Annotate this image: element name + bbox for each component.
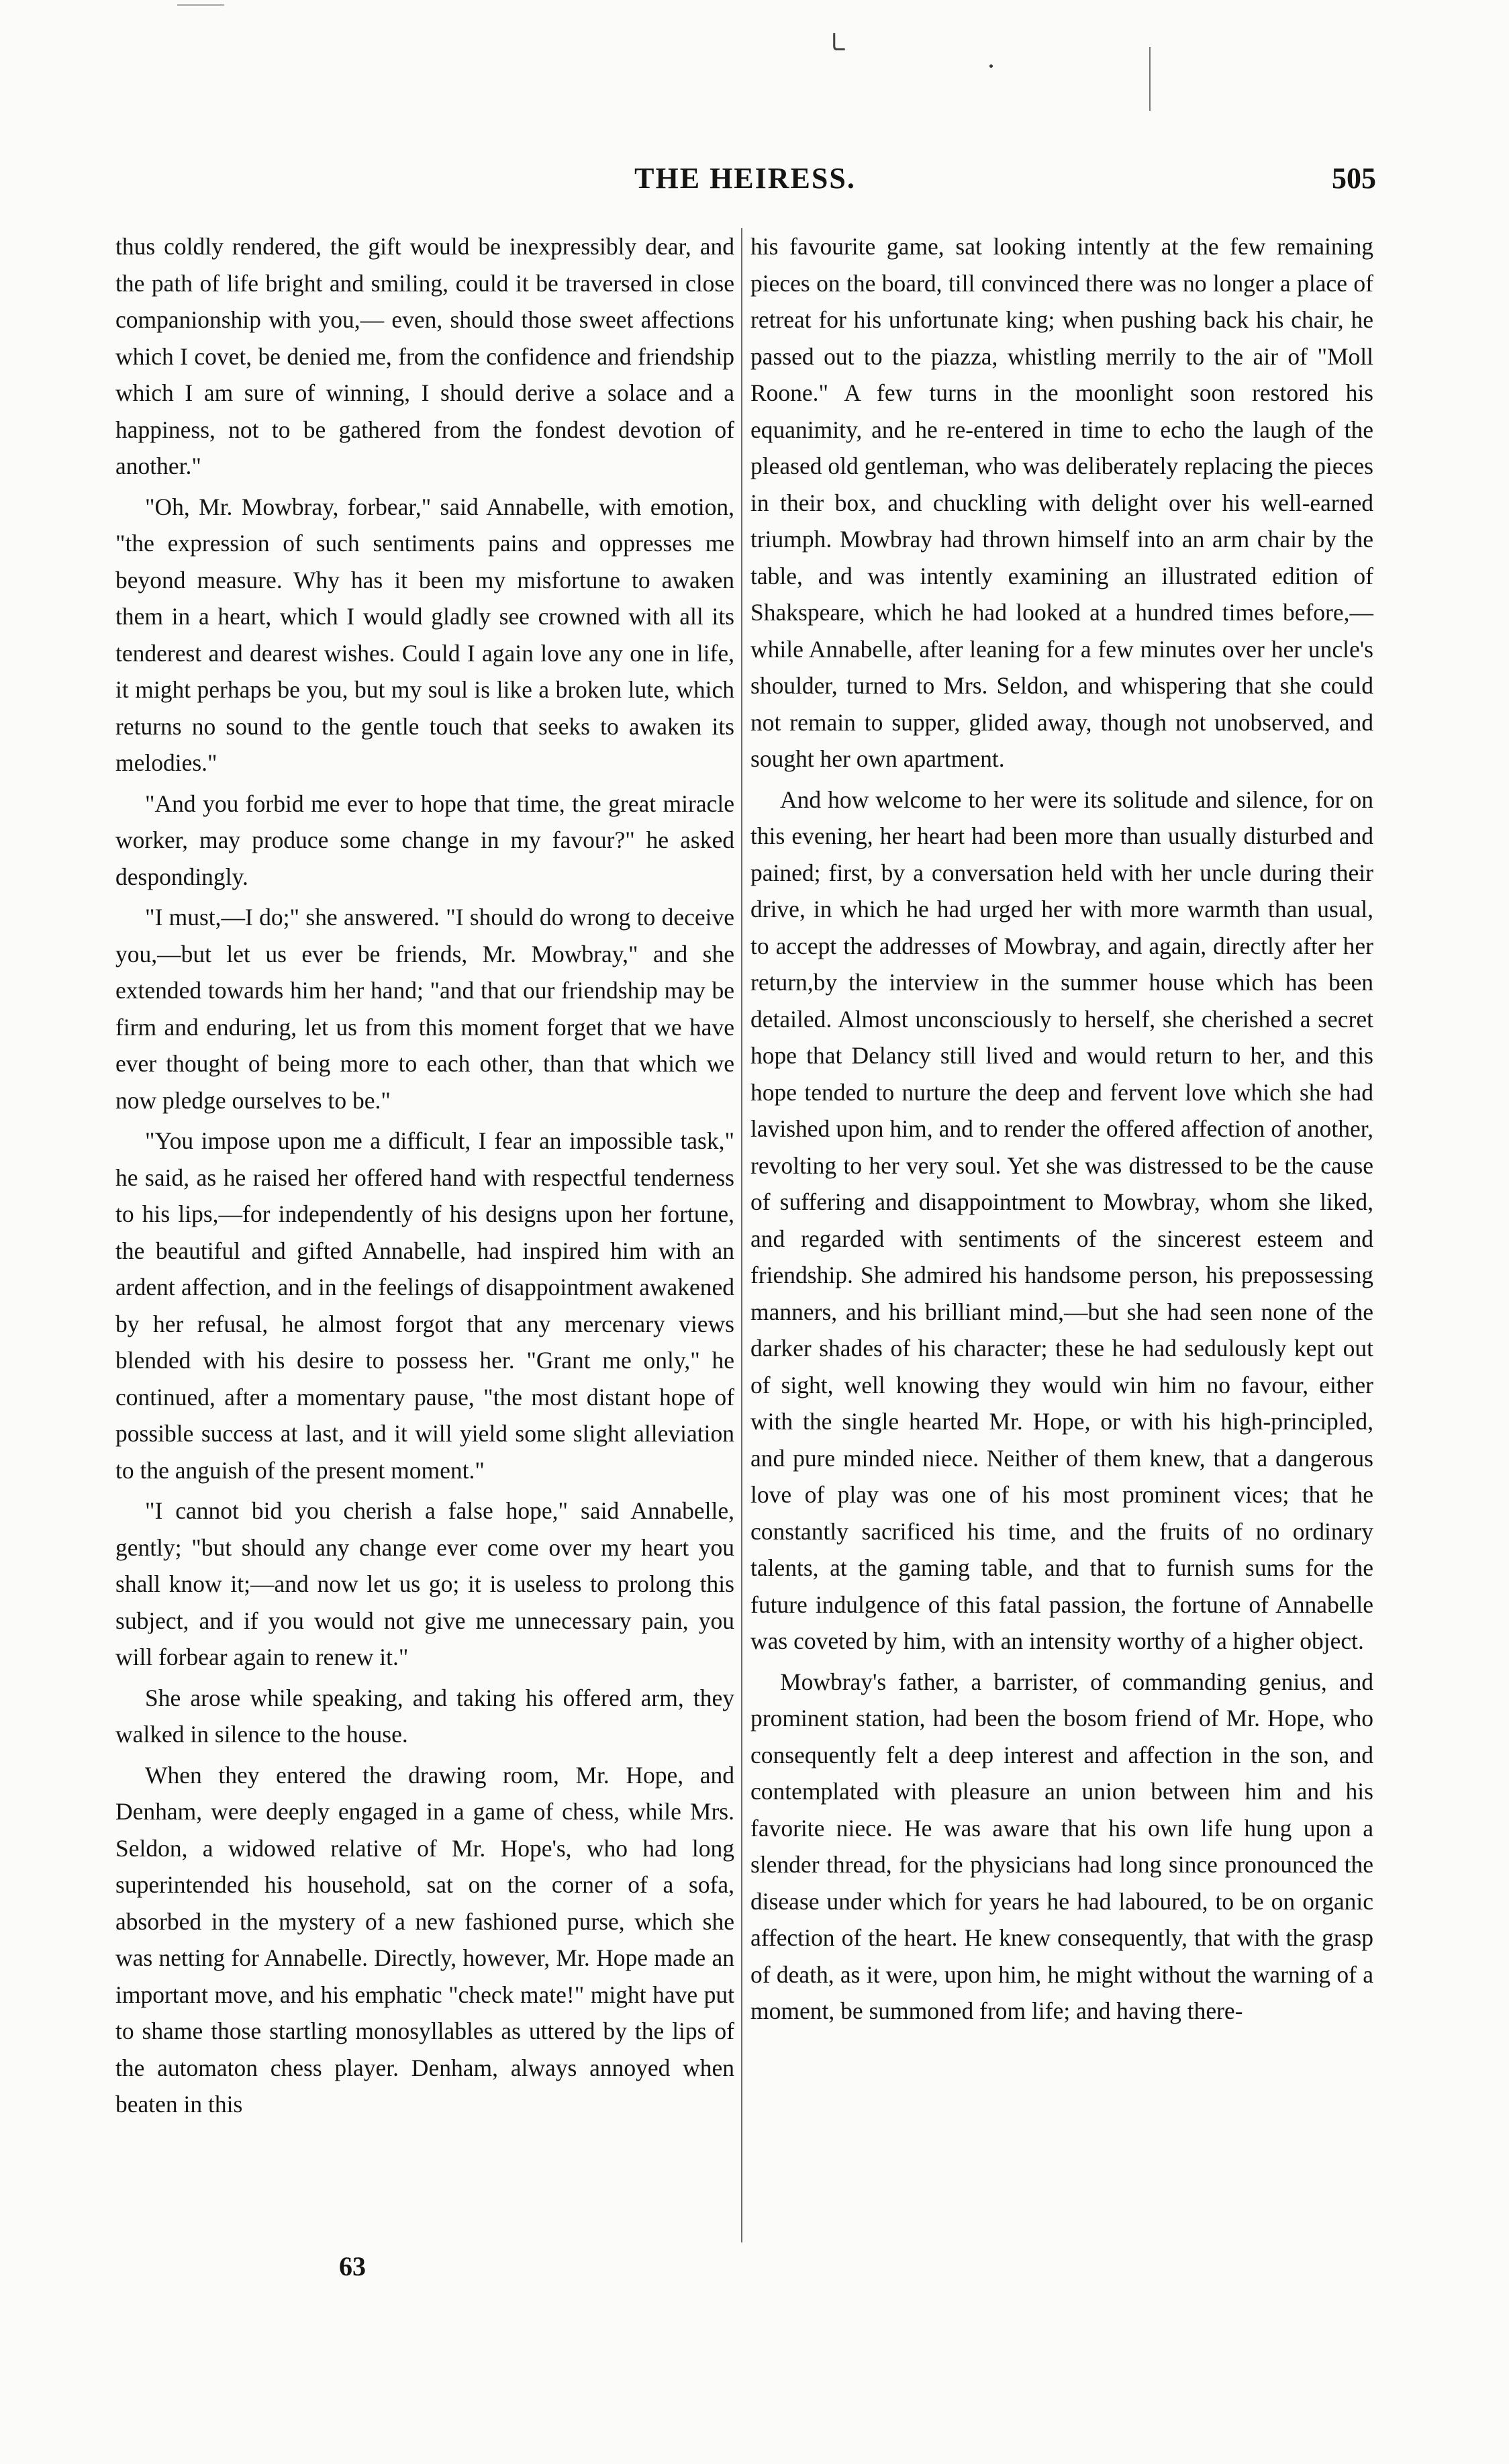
page-number: 505 [1332, 162, 1376, 195]
paragraph: "You impose upon me a difficult, I fear an impossible task," he said, as he raised her offered hand with respectful tenderness to his lips,—for independently of his designs upon her fortune, the beautiful and gifted Annabelle, had inspired him with an ardent affection, and in the feelings of disappointment awakened by her refusal, he almost forgot that any mercenary views blended with his desire to possess her. "Grant me only," he continued, after a momentary pause, "the most distant hope of possible success at last, and it will yield some slight alleviation to the anguish of the present moment." [115, 1127, 734, 1484]
ink-stroke [1149, 47, 1151, 111]
paragraph: She arose while speaking, and taking his offered arm, they walked in silence to the house. [115, 1684, 734, 1748]
paragraph: "I cannot bid you cherish a false hope," said Annabelle, gently; "but should any change ever come over my heart you shall know it;—and now let us go; it is useless to prolong this subject, and if you would not give me unnecessary pain, you will forbear again to renew it." [115, 1497, 734, 1670]
paragraph: thus coldly rendered, the gift would be inexpressibly dear, and the path of life bright and smiling, could it be traversed in close companionship with you,— even, should those sweet affections which I covet, be denied me, from the confidence and friendship which I am sure of winning, I should derive a solace and a happiness, not to be gathered from the fondest devotion of another." [115, 233, 734, 479]
paragraph: And how welcome to her were its solitude and silence, for on this evening, her heart had been more than usually disturbed and pained; first, by a conversation held with her uncle during their drive, in which he had urged her with more warmth than usual, to accept the addresses of Mowbray, and again, directly after her return,by the interview in the summer house which has been detailed. Almost unconsciously to herself, she cherished a secret hope that Delancy still lived and would return to her, and this hope tended to nurture the deep and fervent love which she had lavished upon him, and to render the offered affection of another, revolting to her very soul. Yet she was distressed to be the cause of suffering and disappointment to Mowbray, whom she liked, and regarded with sentiments of the sincerest esteem and friendship. She admired his handsome person, his prepossessing manners, and his brilliant mind,—but she had seen none of the darker shades of his character; these he had sedulously kept out of sight, well knowing they would win him no favour, either with the single hearted Mr. Hope, or with his high-principled, and pure minded niece. Neither of them knew, that a dangerous love of play was one of his most prominent vices; that he constantly sacrificed his time, and the fruits of no ordinary talents, at the gaming table, and that to furnish sums for the future indulgence of this fatal passion, the fortune of Annabelle was coveted by him, with an intensity worthy of a higher object. [750, 786, 1373, 1654]
paragraph: When they entered the drawing room, Mr. Hope, and Denham, were deeply engaged in a game of chess, while Mrs. Seldon, a widowed relative of Mr. Hope's, who had long superintended his household, sat on the corner of a sofa, absorbed in the mystery of a new fashioned purse, which she was netting for Annabelle. Directly, however, Mr. Hope made an important move, and his emphatic "check mate!" might have put to shame those startling monosyllables as uttered by the lips of the automaton chess player. Denham, always annoyed when beaten in this [115, 1761, 734, 2118]
ink-mark: ـا [831, 31, 845, 56]
paragraph: "I must,—I do;" she answered. "I should do wrong to deceive you,—but let us ever be friends, Mr. Mowbray," and she extended towards him her hand; "and that our friendship may be firm and enduring, let us from this moment forget that we have ever thought of being more to each other, than that which we now pledge ourselves to be." [115, 904, 734, 1114]
page-header [114, 161, 1376, 201]
right-column [750, 228, 1373, 2034]
scan-mark [177, 4, 224, 6]
paragraph: "Oh, Mr. Mowbray, forbear," said Annabelle, with emotion, "the expression of such sentiments pains and oppresses me beyond measure. Why has it been my misfortune to awaken them in a heart, which I would gladly see crowned with all its tenderest and dearest wishes. Could I again love any one in life, it might perhaps be you, but my soul is like a broken lute, which returns no sound to the gentle touch that seeks to awaken its melodies." [115, 493, 734, 776]
paragraph: "And you forbid me ever to hope that time, the great miracle worker, may produce some change in my favour?" he asked despondingly. [115, 790, 734, 890]
ink-speck [989, 64, 993, 68]
paragraph: his favourite game, sat looking intently at the few remaining pieces on the board, till convinced there was no longer a place of retreat for his unfortunate king; when pushing back his chair, he passed out to the piazza, whistling merrily to the air of "Moll Roone." A few turns in the moonlight soon restored his equanimity, and he re-entered in time to echo the laugh of the pleased old gentleman, who was deliberately replacing the pieces in their box, and chuckling with delight over his well-earned triumph. Mowbray had thrown himself into an arm chair by the table, and was intently examining an illustrated edition of Shakspeare, which he had looked at a hundred times before,—while Annabelle, after leaning for a few minutes over her uncle's shoulder, turned to Mrs. Seldon, and whispering that she could not remain to supper, glided away, though not unobserved, and sought her own apartment. [750, 233, 1373, 772]
column-divider [741, 228, 742, 2242]
signature-mark: 63 [339, 2251, 366, 2281]
paragraph: Mowbray's father, a barrister, of commanding genius, and prominent station, had been the bosom friend of Mr. Hope, who consequently felt a deep interest and affection in the son, and contemplated with pleasure an union between him and his favorite niece. He was aware that his own life hung upon a slender thread, for the physicians had long since pronounced the disease under which for years he had laboured, to be on organic affection of the heart. He knew consequently, that with the grasp of death, as it were, upon him, he might without the warning of a moment, be summoned from life; and having there- [750, 1668, 1373, 2024]
running-title: THE HEIRESS. [634, 162, 856, 195]
left-column [115, 228, 734, 2127]
